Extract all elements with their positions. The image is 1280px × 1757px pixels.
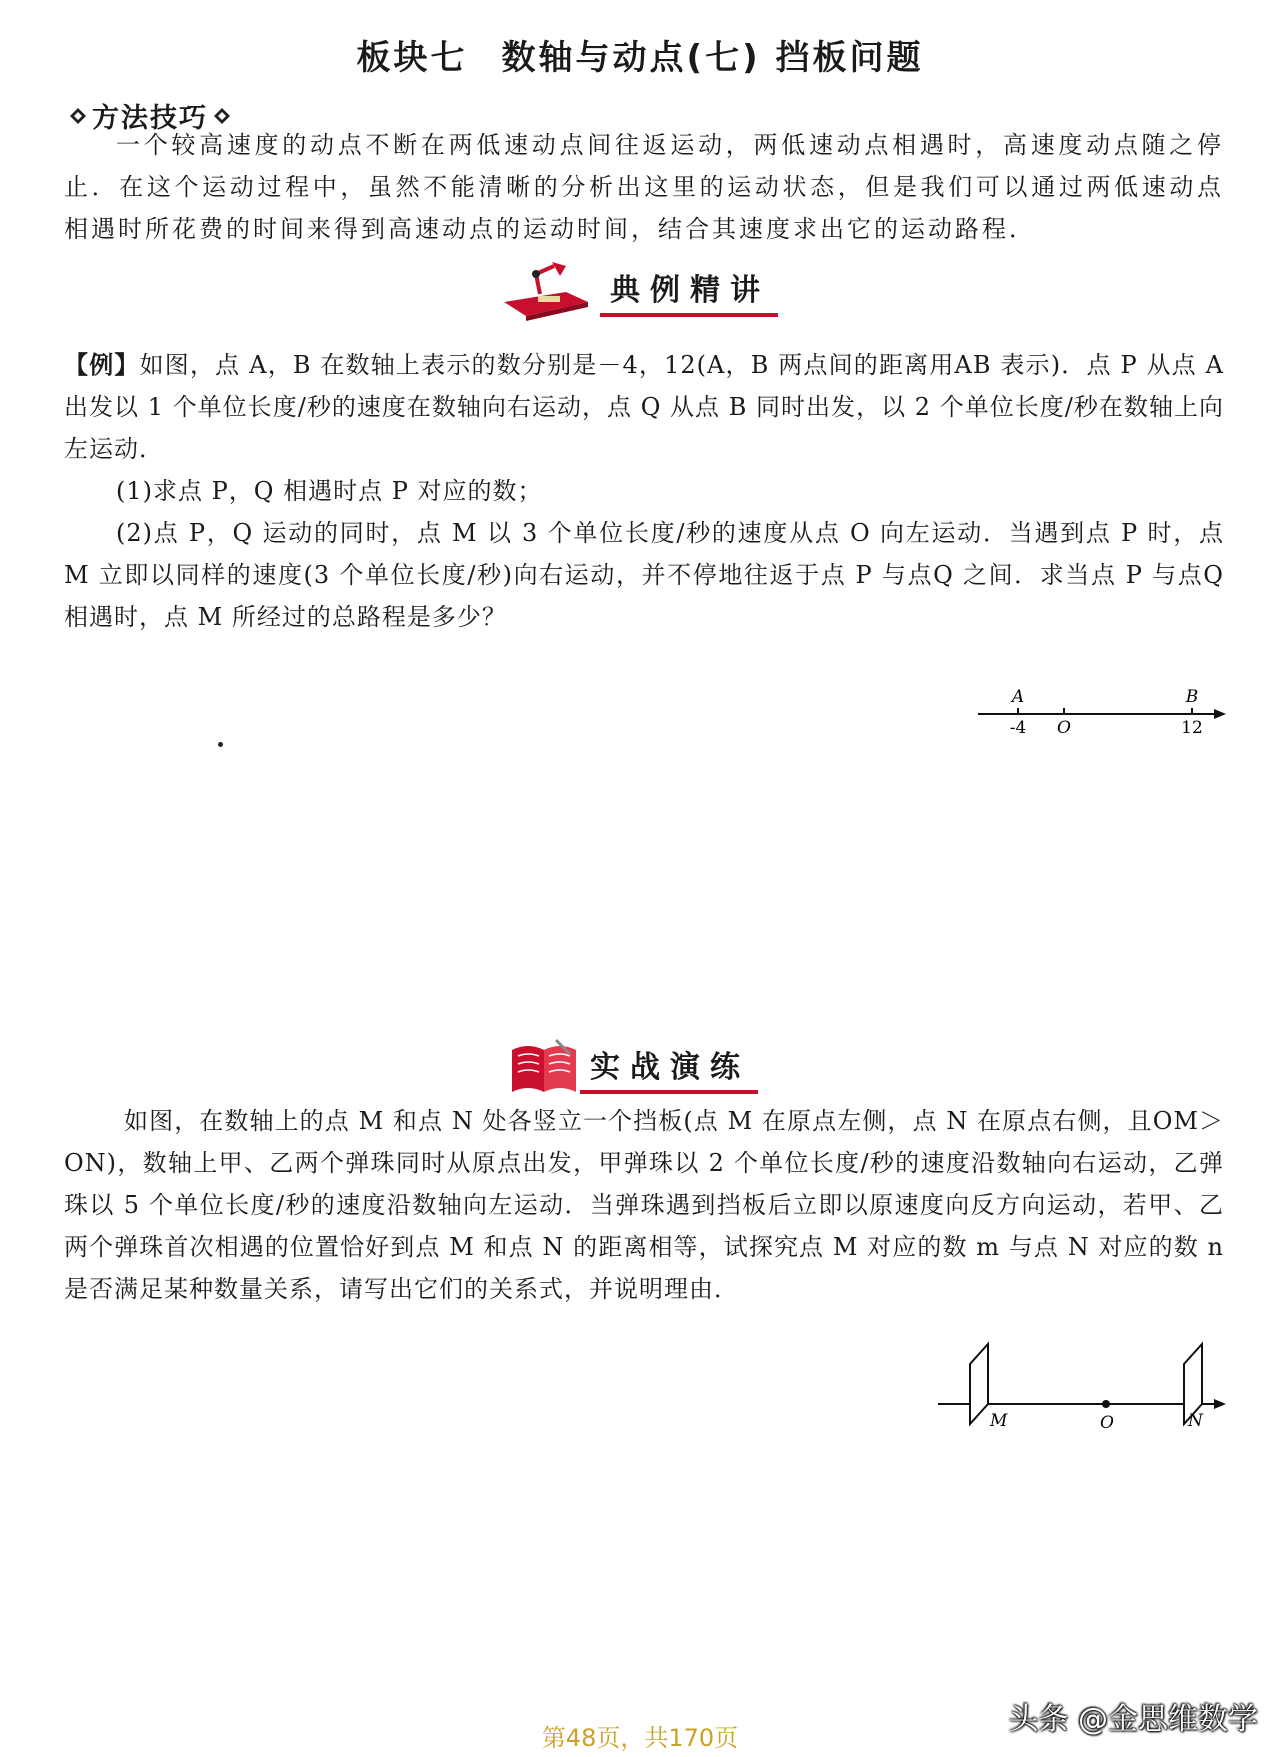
practice-body: 如图，在数轴上的点 M 和点 N 处各竖立一个挡板(点 M 在原点左侧，点 N 在原点右侧，且OM＞ON)，数轴上甲、乙两个弹珠同时从原点出发，甲弹珠以 2 个单位长度/秒的速度沿数轴向右运动，乙弹珠以 5 个单位长度/秒的速度沿数轴向左运动．当弹珠遇到挡板后立即以原速度向反方向运动，若甲、乙两个弹珠首次相遇的位置恰好到点 M 和点 N 的距离相等，试探究点 M 对应的数 m 与点 N 对应的数 n 是否满足某种数量关系，请写出它们的关系式，并说明理由． [64, 1107, 1224, 1303]
practice-number-line-figure [930, 1340, 1230, 1432]
label-A: A [1011, 687, 1025, 707]
method-body: 一个较高速度的动点不断在两低速动点间往返运动，两低速动点相遇时，高速度动点随之停止．在这个运动过程中，虽然不能清晰的分析出这里的运动状态，但是我们可以通过两低速动点相遇时所花费的时间来得到高速动点的运动时间，结合其速度求出它的运动路程． [64, 131, 1224, 243]
title-part2: 数轴与动点(七) 挡板问题 [501, 38, 924, 78]
label-N: N [1188, 1411, 1203, 1431]
number-line-arrow [1214, 709, 1226, 719]
label-M: M [990, 1411, 1008, 1431]
practice-section-title: 实战演练 [580, 1040, 758, 1094]
example-number-line-figure [970, 680, 1230, 740]
origin-point [1102, 1400, 1110, 1408]
example-section-heading [496, 258, 778, 322]
watermark: 头条 @金思维数学 [1008, 1702, 1258, 1737]
page-footer: 第48页，共170页 [541, 1724, 739, 1752]
example-block [64, 344, 1224, 638]
stray-dot [218, 742, 223, 747]
value-B: 12 [1181, 718, 1203, 738]
label-O-practice: O [1100, 1413, 1114, 1432]
desk-lamp-icon [496, 258, 600, 322]
method-heading-text: 方法技巧 [92, 103, 208, 134]
page-title [0, 30, 1280, 79]
example-section-title: 典例精讲 [600, 263, 778, 317]
practice-section-heading [508, 1036, 758, 1098]
example-tag: 【例】 [64, 351, 140, 379]
label-O: O [1057, 718, 1071, 738]
example-stem-paragraph [64, 344, 1224, 470]
example-stem: 如图，点 A，B 在数轴上表示的数分别是－4，12(A，B 两点间的距离用AB 表示)．点 P 从点 A 出发以 1 个单位长度/秒的速度在数轴向右运动，点 Q 从点 B 同时出发，以 2 个单位长度/秒在数轴上向左运动． [64, 351, 1224, 463]
value-A: -4 [1009, 718, 1027, 738]
book-icon [508, 1036, 580, 1098]
practice-axis-arrow [1214, 1399, 1226, 1409]
label-B: B [1185, 687, 1199, 707]
diamond-icon [214, 108, 230, 124]
example-question-1: (1)求点 P，Q 相遇时点 P 对应的数； [116, 477, 543, 505]
diamond-icon [70, 108, 86, 124]
baffle-M [970, 1344, 988, 1424]
example-question-2: (2)点 P，Q 运动的同时，点 M 以 3 个单位长度/秒的速度从点 O 向左运动．当遇到点 P 时，点 M 立即以同样的速度(3 个单位长度/秒)向右运动，并不停地往返于点 P 与点Q 之间．求当点 P 与点Q 相遇时，点 M 所经过的总路程是多少？ [64, 519, 1224, 631]
title-part1: 板块七 [356, 38, 468, 78]
